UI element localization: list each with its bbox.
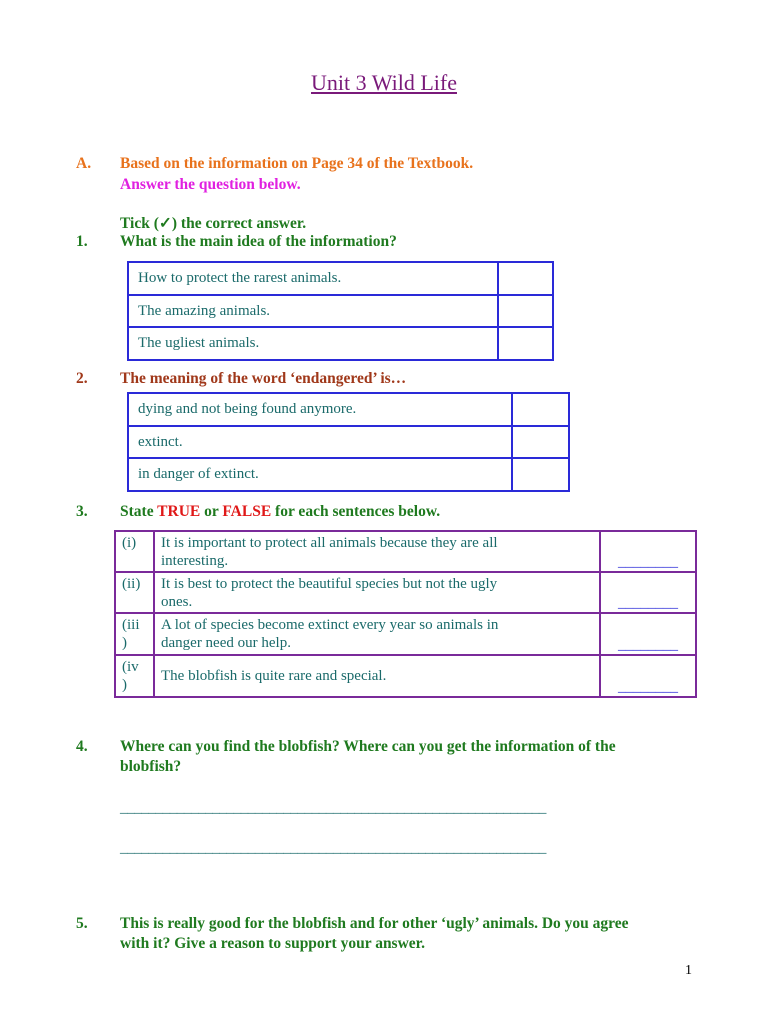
tick-box[interactable] [498, 262, 553, 295]
option-text: The ugliest animals. [128, 327, 498, 360]
answer-blank[interactable]: ________ [600, 531, 696, 572]
option-text: How to protect the rarest animals. [128, 262, 498, 295]
option-row [128, 426, 569, 458]
answer-line[interactable]: ____________________________________________________________ [120, 840, 547, 856]
statement-number [115, 655, 154, 697]
true-word: TRUE [157, 503, 201, 520]
roman-b: ) [122, 635, 127, 651]
answer-blank[interactable]: ________ [600, 655, 696, 697]
true-false-table [114, 530, 697, 698]
question-3-post: for each sentences below. [271, 503, 441, 520]
statement-row [115, 572, 696, 613]
question-5-line2: with it? Give a reason to support your answer. [120, 935, 425, 952]
tick-box[interactable] [498, 327, 553, 360]
question-1-text: What is the main idea of the information? [120, 233, 397, 250]
statement-line-a: It is important to protect all animals because they are all [161, 534, 498, 551]
statement-line-b: interesting. [161, 552, 229, 569]
option-row [128, 262, 553, 295]
question-2-number: 2. [76, 370, 88, 387]
question-1-number: 1. [76, 233, 88, 250]
answer-line[interactable]: ____________________________________________________________ [120, 800, 547, 816]
question-4-line2: blobfish? [120, 758, 182, 775]
option-row [128, 458, 569, 491]
statement-line-a: It is best to protect the beautiful species but not the ugly [161, 575, 498, 592]
option-row [128, 393, 569, 426]
false-word: FALSE [222, 503, 272, 520]
statement-number [115, 572, 154, 613]
tick-box[interactable] [512, 393, 569, 426]
question-5-line1: This is really good for the blobfish and for other ‘ugly’ animals. Do you agree [120, 915, 629, 932]
option-text: extinct. [128, 426, 512, 458]
statement-line-a: A lot of species become extinct every year so animals in [161, 617, 499, 633]
statement-row [115, 613, 696, 655]
statement-text [154, 613, 600, 655]
roman-a: (ii) [122, 576, 141, 592]
roman-a: (iv [122, 659, 139, 675]
statement-line-a: The blobfish is quite rare and special. [161, 668, 387, 684]
question-1-options-table [127, 261, 554, 361]
page-number: 1 [685, 963, 692, 978]
statement-number [115, 613, 154, 655]
option-row [128, 327, 553, 360]
question-4-number: 4. [76, 738, 88, 755]
section-letter: A. [76, 155, 92, 172]
question-5-number: 5. [76, 915, 88, 932]
question-2-options-table [127, 392, 570, 492]
roman-a: (i) [122, 535, 137, 551]
statement-text [154, 572, 600, 613]
question-3-mid: or [200, 503, 223, 520]
question-2-text: The meaning of the word ‘endangered’ is… [120, 370, 407, 387]
roman-a: (iii [122, 617, 140, 633]
question-3-pre: State [120, 503, 158, 520]
statement-text [154, 655, 600, 697]
tick-box[interactable] [512, 458, 569, 491]
option-row [128, 295, 553, 327]
statement-line-b: danger need our help. [161, 635, 291, 651]
page-title: Unit 3 Wild Life [311, 70, 457, 95]
section-instruction-line2: Answer the question below. [120, 176, 301, 193]
option-text: in danger of extinct. [128, 458, 512, 491]
tick-box[interactable] [498, 295, 553, 327]
statement-row [115, 655, 696, 697]
statement-line-b: ones. [161, 593, 193, 610]
option-text: dying and not being found anymore. [128, 393, 512, 426]
statement-number [115, 531, 154, 572]
statement-row [115, 531, 696, 572]
section-instruction-line1: Based on the information on Page 34 of the Textbook. [120, 155, 474, 172]
statement-text [154, 531, 600, 572]
tick-instruction: Tick (✓) the correct answer. [120, 215, 307, 232]
question-4-line1: Where can you find the blobfish? Where can you get the information of the [120, 738, 616, 755]
answer-blank[interactable]: ________ [600, 572, 696, 613]
answer-blank[interactable]: ________ [600, 613, 696, 655]
question-3-text [120, 503, 440, 521]
tick-box[interactable] [512, 426, 569, 458]
question-3-number: 3. [76, 503, 88, 520]
roman-b: ) [122, 677, 127, 693]
option-text: The amazing animals. [128, 295, 498, 327]
